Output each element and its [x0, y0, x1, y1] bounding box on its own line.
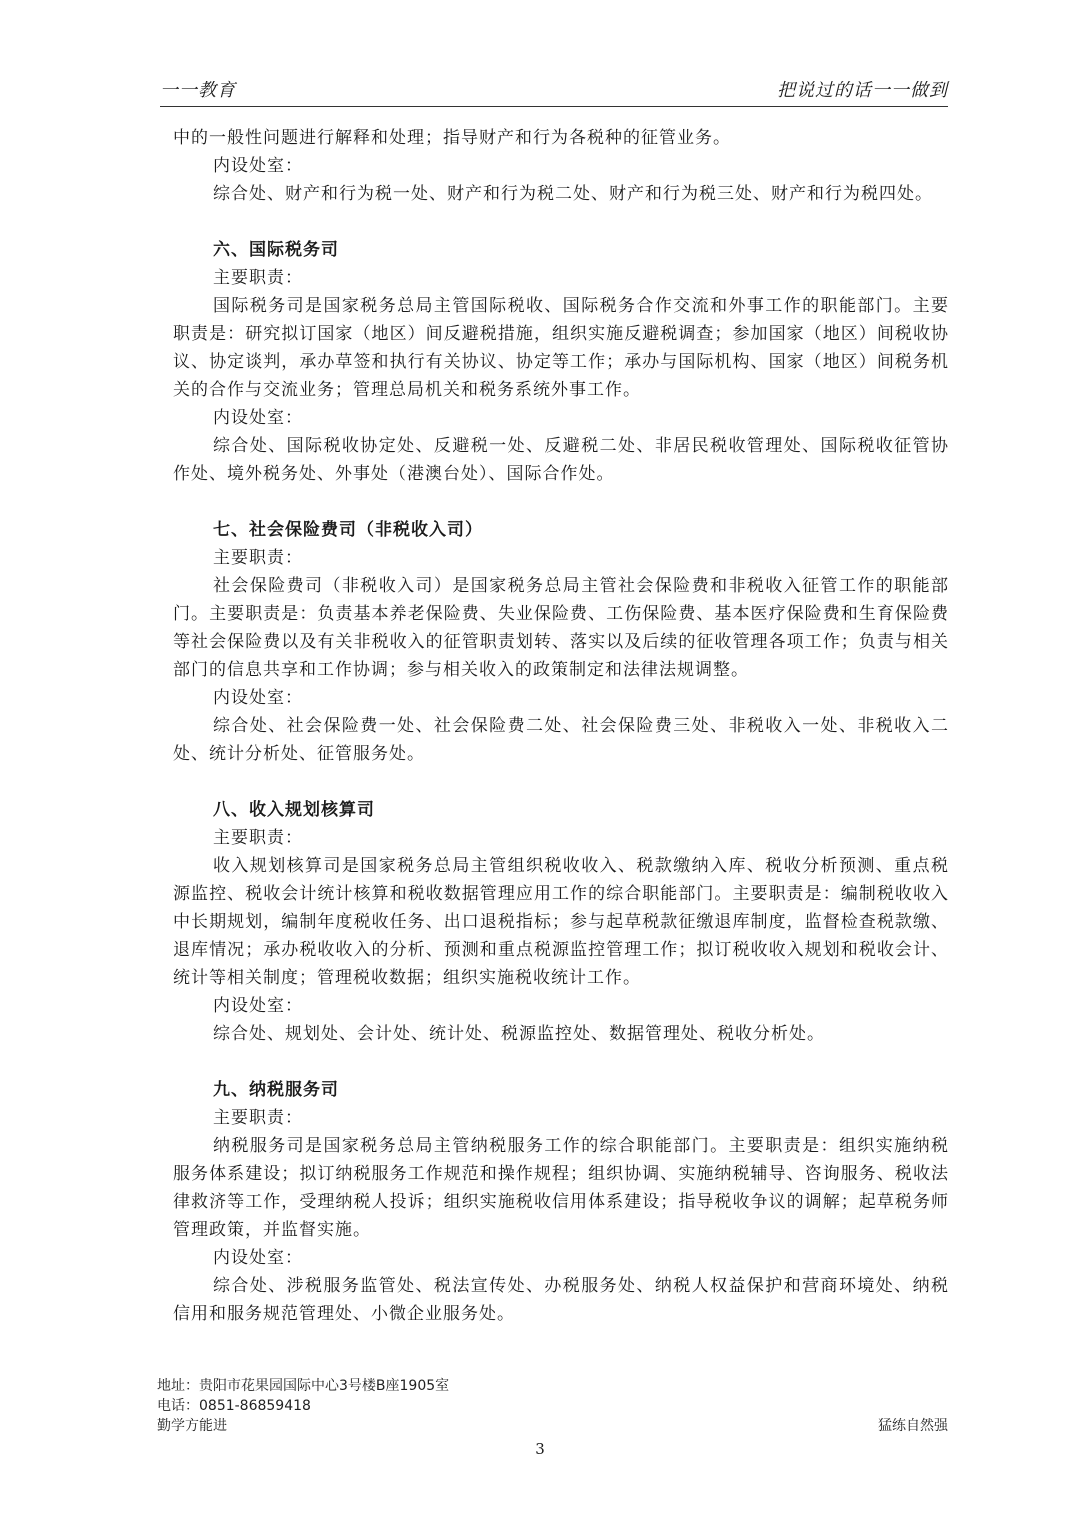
offices-text: 综合处、涉税服务监管处、税法宣传处、办税服务处、纳税人权益保护和营商环境处、纳税信用和服务规范管理处、小微企业服务处。 [173, 1276, 949, 1324]
continuation-offices-label: 内设处室： [213, 156, 303, 176]
duties-label: 主要职责： [213, 828, 303, 848]
duties-text: 国际税务司是国家税务总局主管国际税收、国际税务合作交流和外事工作的职能部门。主要职责是：研究拟订国家（地区）间反避税措施，组织实施反避税调查；参加国家（地区）间税收协议、协定谈判，承办草签和执行有关协议、协定等工作；承办与国际机构、国家（地区）间税务机关的合作与交流业务；管理总局机关和税务系统外事工作。 [173, 296, 949, 400]
section-title: 八、收入规划核算司 [213, 800, 375, 820]
offices-text: 综合处、社会保险费一处、社会保险费二处、社会保险费三处、非税收入一处、非税收入二处、统计分析处、征管服务处。 [173, 716, 949, 764]
offices-text: 综合处、国际税收协定处、反避税一处、反避税二处、非居民税收管理处、国际税收征管协作处、境外税务处、外事处（港澳台处）、国际合作处。 [173, 436, 949, 484]
offices-label: 内设处室： [213, 688, 303, 708]
duties-text: 社会保险费司（非税收入司）是国家税务总局主管社会保险费和非税收入征管工作的职能部门。主要职责是：负责基本养老保险费、失业保险费、工伤保险费、基本医疗保险费和生育保险费等社会保险费以及有关非税收入的征管职责划转、落实以及后续的征收管理各项工作；负责与相关部门的信息共享和工作协调；参与相关收入的政策制定和法律法规调整。 [173, 576, 949, 680]
section-title: 七、社会保险费司（非税收入司） [213, 520, 483, 540]
duties-label: 主要职责： [213, 1108, 303, 1128]
page-content [173, 124, 949, 1328]
offices-label: 内设处室： [213, 1248, 303, 1268]
offices-label: 内设处室： [213, 408, 303, 428]
offices-label: 内设处室： [213, 996, 303, 1016]
section-international-tax [173, 236, 949, 488]
footer-phone: 电话：0851-86859418 [157, 1398, 311, 1414]
duties-text: 收入规划核算司是国家税务总局主管组织税收收入、税款缴纳入库、税收分析预测、重点税源监控、税收会计统计核算和税收数据管理应用工作的综合职能部门。主要职责是：编制税收收入中长期规划，编制年度税收任务、出口退税指标；参与起草税款征缴退库制度，监督检查税款缴、退库情况；承办税收收入的分析、预测和重点税源监控管理工作；拟订税收收入规划和税收会计、统计等相关制度；管理税收数据；组织实施税收统计工作。 [173, 856, 949, 988]
footer-address: 地址：贵阳市花果园国际中心3号楼B座1905室 [157, 1378, 450, 1394]
section-revenue-planning [173, 796, 949, 1048]
page-footer [157, 1376, 948, 1436]
continuation-text: 中的一般性问题进行解释和处理；指导财产和行为各税种的征管业务。 [173, 128, 731, 148]
section-taxpayer-service [173, 1076, 949, 1328]
duties-text: 纳税服务司是国家税务总局主管纳税服务工作的综合职能部门。主要职责是：组织实施纳税服务体系建设；拟订纳税服务工作规范和操作规程；组织协调、实施纳税辅导、咨询服务、税收法律救济等工作，受理纳税人投诉；组织实施税收信用体系建设；指导税收争议的调解；起草税务师管理政策，并监督实施。 [173, 1136, 949, 1240]
page-number: 3 [535, 1440, 545, 1458]
section-title: 六、国际税务司 [213, 240, 339, 260]
page-header [160, 76, 948, 107]
header-right-text: 把说过的话一一做到 [777, 80, 948, 101]
duties-label: 主要职责： [213, 548, 303, 568]
section-title: 九、纳税服务司 [213, 1080, 339, 1100]
offices-text: 综合处、规划处、会计处、统计处、税源监控处、数据管理处、税收分析处。 [213, 1024, 825, 1044]
continuation-offices: 综合处、财产和行为税一处、财产和行为税二处、财产和行为税三处、财产和行为税四处。 [213, 184, 933, 204]
footer-motto-right: 猛练自然强 [878, 1418, 948, 1434]
header-left-text: 一一教育 [160, 80, 236, 101]
footer-motto-left: 勤学方能进 [157, 1418, 227, 1434]
duties-label: 主要职责： [213, 268, 303, 288]
section-social-insurance [173, 516, 949, 768]
